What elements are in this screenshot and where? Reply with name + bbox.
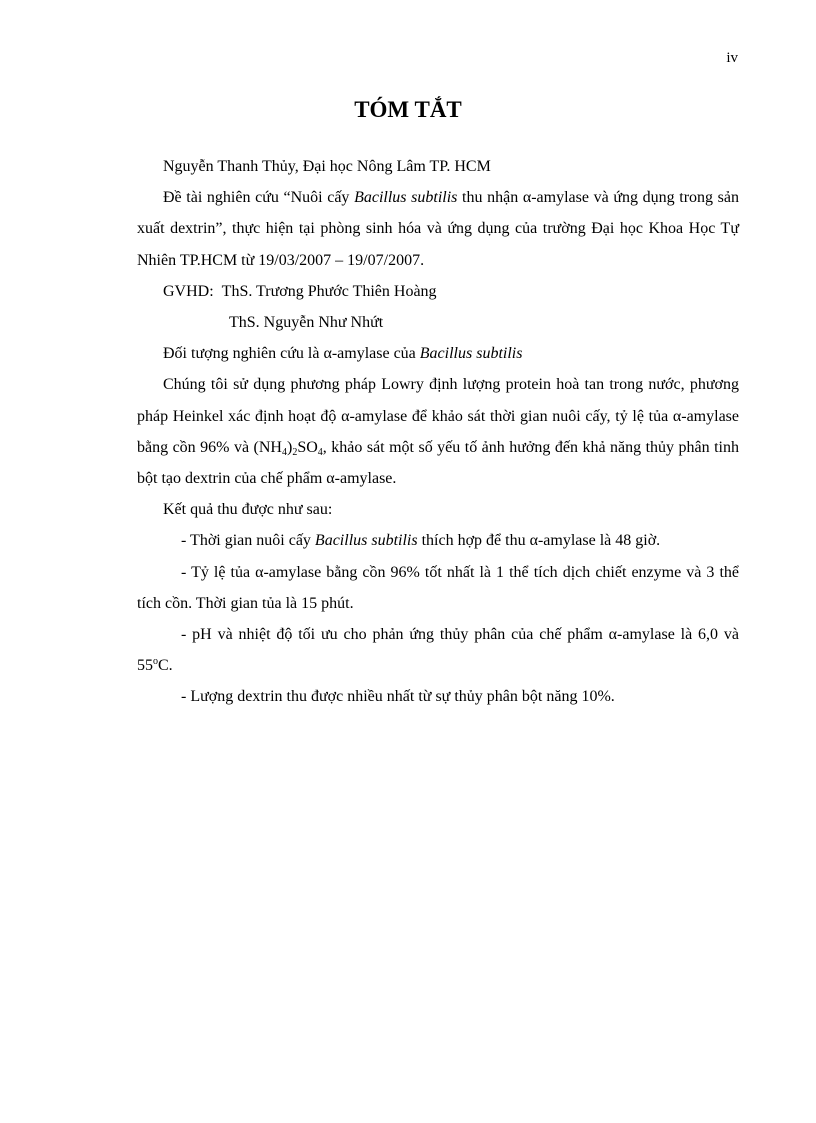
methods-part3: SO — [297, 438, 318, 456]
result-1-species: Bacillus subtilis — [314, 532, 418, 550]
author-line: Nguyễn Thanh Thủy, Đại học Nông Lâm TP. HCM — [163, 158, 491, 175]
topic-species: Bacillus subtilis — [354, 189, 458, 207]
abstract-body — [137, 151, 739, 713]
topic-paragraph — [137, 182, 739, 276]
topic-prefix: Đề tài nghiên cứu “Nuôi cấy — [163, 189, 355, 207]
result-3-suffix: C. — [158, 657, 173, 675]
page-title: TÓM TẮT — [354, 97, 462, 122]
result-item-1 — [137, 525, 739, 556]
topic-suffix: thu nhận α-amylase và ứng dụng trong sản xuất dextrin”, thực hiện tại phòng sinh hóa và ứng dụng của trường Đại học Khoa Học Tự Nhiên TP.HCM từ 19/03/2007 – 19/07/2007. — [137, 189, 740, 269]
methods-part1: Chúng tôi sử dụng phương pháp Lowry định lượng protein hoà tan trong nước, phương pháp Heinkel xác định hoạt độ α-amylase để khảo sát thời gian nuôi cấy, tỷ lệ tủa α-amylase bằng cồn 96% và (NH — [137, 376, 739, 456]
result-item-2: - Tỷ lệ tủa α-amylase bằng cồn 96% tốt nhất là 1 thể tích dịch chiết enzyme và 3 thể tích cồn. Thời gian tủa là 15 phút. — [137, 563, 739, 612]
result-1-suffix: thích hợp để thu α-amylase là 48 giờ. — [417, 532, 661, 550]
supervisor-label: GVHD: — [163, 282, 214, 300]
methods-sub2: 2 — [292, 446, 298, 458]
supervisor-first: ThS. Trương Phước Thiên Hoàng — [221, 282, 437, 300]
result-item-3 — [137, 619, 739, 681]
object-paragraph — [137, 338, 739, 369]
object-species: Bacillus subtilis — [419, 345, 523, 363]
result-1-prefix: - Thời gian nuôi cấy — [181, 532, 315, 550]
methods-sub3: 4 — [317, 446, 323, 458]
result-3-prefix: - pH và nhiệt độ tối ưu cho phản ứng thủy phân của chế phẩm α-amylase là 6,0 và 55 — [137, 626, 739, 675]
result-3-sup: o — [153, 656, 158, 668]
methods-part4: , khảo sát một số yếu tố ảnh hưởng đến khả năng thủy phân tinh bột tạo dextrin của chế phẩm α-amylase. — [137, 438, 740, 488]
supervisor-line-1 — [137, 276, 739, 307]
result-item-4: - Lượng dextrin thu được nhiều nhất từ sự thủy phân bột năng 10%. — [181, 688, 615, 706]
object-prefix: Đối tượng nghiên cứu là α-amylase của — [163, 345, 420, 363]
methods-sub1: 4 — [282, 446, 287, 458]
supervisor-line-2 — [137, 307, 739, 338]
results-intro: Kết quả thu được như sau: — [163, 501, 333, 519]
methods-part2: ) — [287, 438, 293, 456]
supervisor-second: ThS. Nguyễn Như Nhứt — [229, 314, 384, 332]
methods-paragraph — [137, 369, 739, 494]
page-number: iv — [726, 50, 738, 66]
